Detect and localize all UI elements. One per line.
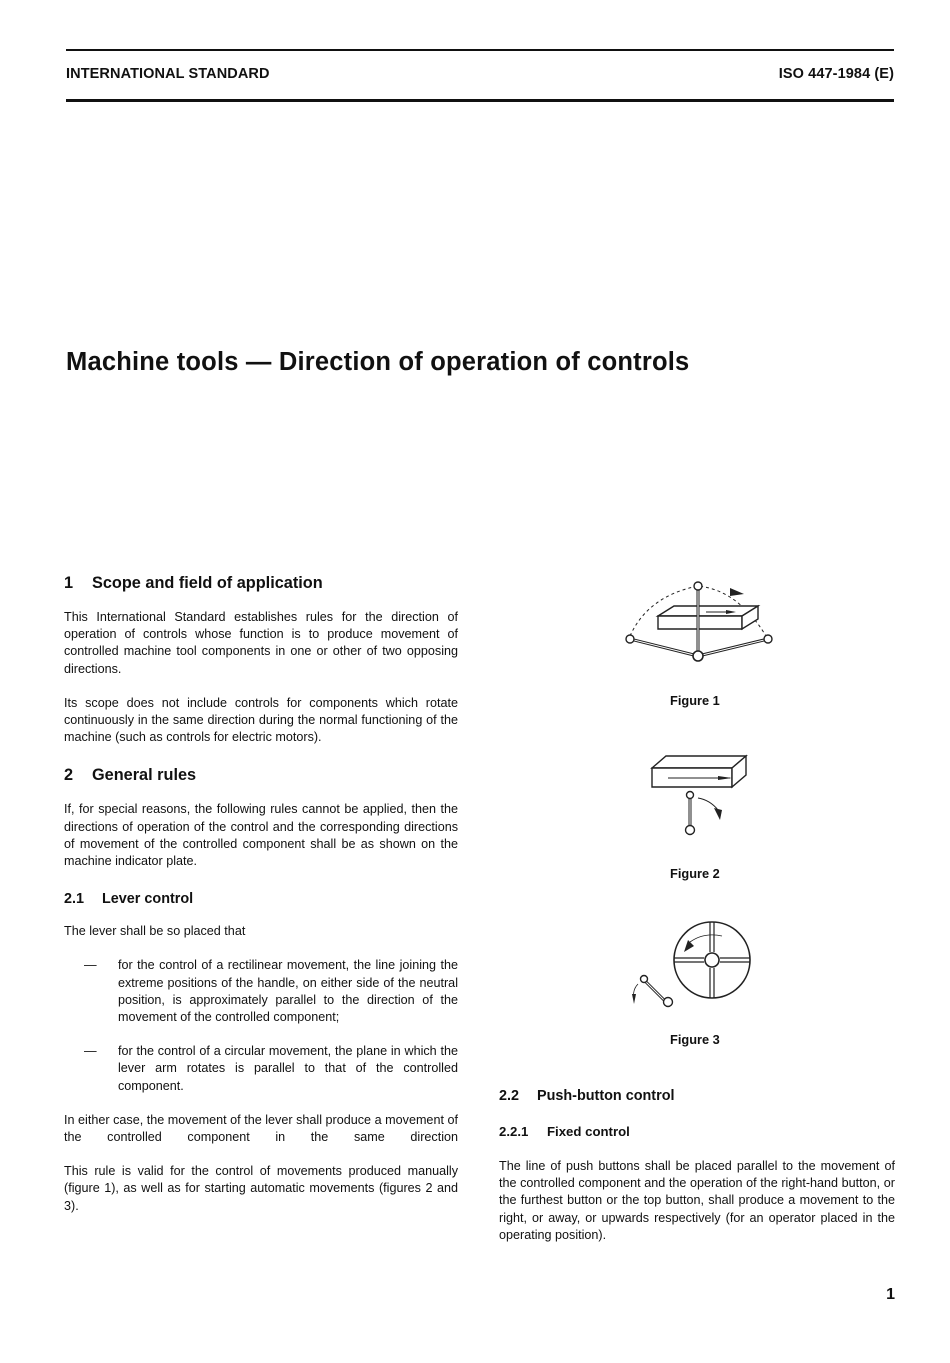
left-column <box>64 572 458 1215</box>
section-title: Push-button control <box>537 1088 675 1104</box>
lever-rectilinear-handle-icon <box>618 576 778 666</box>
header-standard-label: INTERNATIONAL STANDARD <box>66 66 270 82</box>
section-2-1-paragraph-3: This rule is valid for the control of movements produced manually (figure 1), as well as for starting automatic movements (figures 2 and 3). <box>64 1164 458 1213</box>
section-title: Lever control <box>102 891 194 908</box>
list-dash: — <box>84 1044 97 1059</box>
section-2-heading <box>64 764 458 786</box>
section-number: 2.2.1 <box>499 1124 529 1139</box>
section-2-1-paragraph-2: In either case, the movement of the lever shall produce a movement of the controlled component in the same direction <box>64 1112 458 1145</box>
section-number: 2 <box>64 766 74 785</box>
section-number: 2.1 <box>64 891 85 908</box>
list-dash: — <box>84 958 97 973</box>
document-title: Machine tools — Direction of operation of controls <box>66 348 690 376</box>
list-item-text: for the control of a rectilinear movement, the line joining the extreme positions of the handle, on either side of the neutral position, is approximately parallel to the direction of the movement of the controlled component; <box>118 958 458 1025</box>
list-item <box>84 957 458 1026</box>
section-number: 1 <box>64 574 74 592</box>
figure-2-caption: Figure 2 <box>670 866 720 881</box>
section-1-paragraph-2: Its scope does not include controls for components which rotate continuously in the same direction during the normal functioning of the machine (such as controls for electric motors). <box>64 695 458 745</box>
section-2-2-1-heading <box>499 1123 895 1141</box>
section-title: Scope and field of application <box>92 574 323 592</box>
section-2-1-heading <box>64 889 458 909</box>
section-title: Fixed control <box>547 1124 630 1139</box>
header-top-rule <box>66 49 894 51</box>
section-1-paragraph-1: This International Standard establishes rules for the direction of operation of controls whose function is to produce movement of controlled machine tool components in one or other of two opposing directions. <box>64 610 458 676</box>
list-item-text: for the control of a circular movement, the plane in which the lever arm rotates is parallel to that of the controlled component. <box>118 1044 458 1093</box>
right-column <box>499 1086 895 1244</box>
section-2-2-1-paragraph: The line of push buttons shall be placed parallel to the movement of the controlled component and the operation of the right-hand button, or the furthest button or the top button, shall produce a movement to the right, or away, or upwards respectively (for an operator placed in the operating position). <box>499 1159 895 1242</box>
section-2-paragraph-1: If, for special reasons, the following rules cannot be applied, then the directions of operation of the control and the corresponding directions of movement of the controlled component shall be as shown on the machine indicator plate. <box>64 802 458 869</box>
header-standard-number: ISO 447-1984 (E) <box>778 66 894 82</box>
lever-automatic-start-icon <box>648 752 758 842</box>
section-2-2-heading <box>499 1086 895 1106</box>
handwheel-lever-icon <box>626 918 758 1008</box>
section-2-1-intro: The lever shall be so placed that <box>64 924 246 939</box>
figure-3-caption: Figure 3 <box>670 1032 720 1047</box>
section-number: 2.2 <box>499 1088 520 1104</box>
list-item <box>84 1043 458 1095</box>
header-bottom-rule <box>66 99 894 102</box>
page-number: 1 <box>886 1286 895 1303</box>
section-title: General rules <box>92 766 197 785</box>
section-1-heading <box>64 572 458 594</box>
figure-1-caption: Figure 1 <box>670 693 720 708</box>
